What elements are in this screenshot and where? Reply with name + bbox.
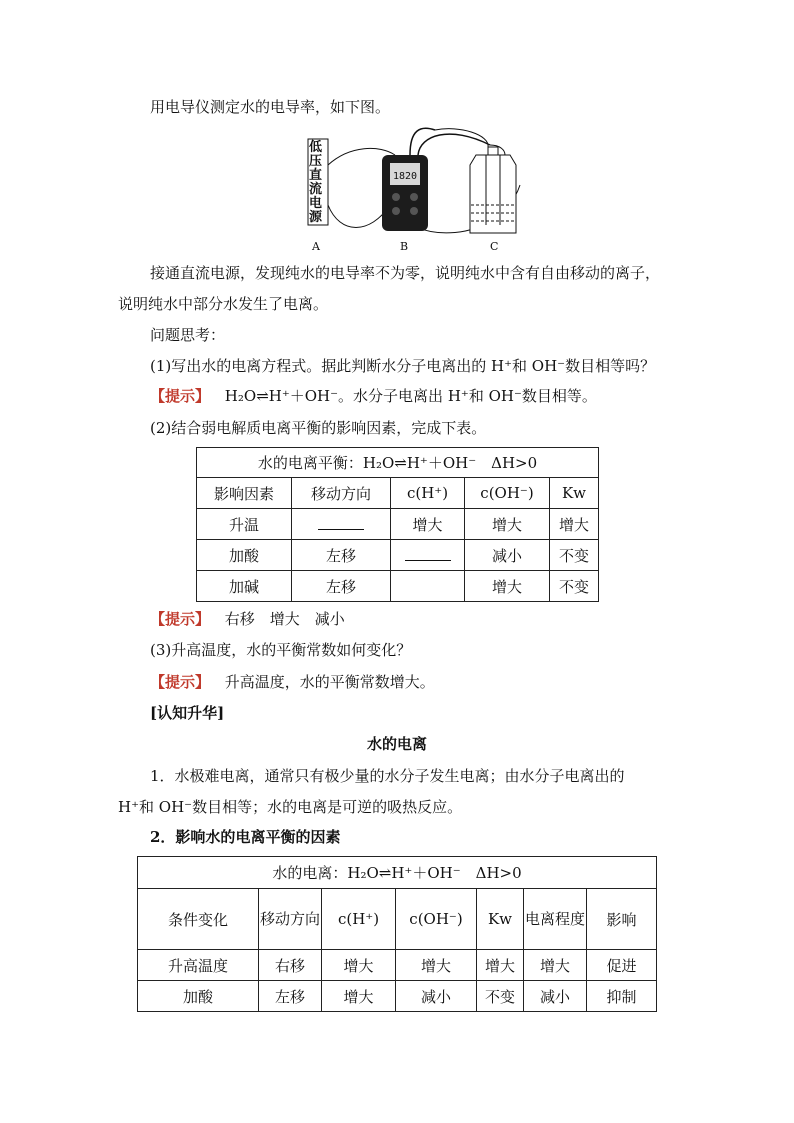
question-1: (1)写出水的电离方程式。据此判断水分子电离出的 H⁺和 OH⁻数目相等吗？: [150, 357, 656, 375]
table-cell: 增大: [391, 509, 465, 540]
table-cell: 增大: [465, 509, 550, 540]
table-cell: 增大: [524, 950, 587, 981]
section-label: [认知升华]: [150, 704, 225, 722]
table-cell: 不变: [550, 571, 599, 602]
table-header: 影响: [587, 889, 657, 950]
table-cell: 减小: [524, 981, 587, 1012]
question-2: (2)结合弱电解质电离平衡的影响因素，完成下表。: [150, 419, 487, 437]
table-cell: 增大: [550, 509, 599, 540]
paragraph-1-line-2: 说明纯水中部分水发生了电离。: [118, 295, 329, 313]
question-3: (3)升高温度，水的平衡常数如何变化？: [150, 641, 412, 659]
hint-1: [150, 386, 597, 406]
table-cell: [391, 571, 465, 602]
table-cell: 右移: [259, 950, 322, 981]
point-1-line-2: H⁺和 OH⁻数目相等；水的电离是可逆的吸热反应。: [118, 798, 463, 816]
hint-label: 【提示】: [150, 610, 211, 628]
table-cell: 增大: [465, 571, 550, 602]
table-cell: 左移: [292, 571, 391, 602]
power-supply-label: 低压直流电源: [309, 140, 323, 225]
conductivity-apparatus-figure: [300, 125, 530, 255]
table-water-equilibrium-1: [196, 447, 599, 602]
table-header: Kw: [477, 889, 524, 950]
hint-label: 【提示】: [150, 387, 211, 405]
table-cell: 升高温度: [138, 950, 259, 981]
table-water-equilibrium-2: [137, 856, 657, 1012]
hint-2-text: 右移 增大 减小: [224, 610, 345, 628]
table-cell: 加酸: [197, 540, 292, 571]
table-cell: 不变: [550, 540, 599, 571]
table-cell: 不变: [477, 981, 524, 1012]
table-header: c(OH⁻): [465, 478, 550, 509]
table-header: c(H⁺): [391, 478, 465, 509]
table-header: 条件变化: [138, 889, 259, 950]
table-cell: 促进: [587, 950, 657, 981]
table-cell: 减小: [465, 540, 550, 571]
table-header: Kw: [550, 478, 599, 509]
table-cell: 增大: [322, 950, 396, 981]
figure-label-a: A: [312, 240, 320, 253]
table-header: 移动方向: [259, 889, 322, 950]
table-cell-blank: [391, 540, 465, 571]
table-cell: 增大: [396, 950, 477, 981]
hint-1-text: H₂O⇌H⁺＋OH⁻。水分子电离出 H⁺和 OH⁻数目相等。: [224, 387, 597, 405]
hint-3: [150, 672, 435, 692]
hint-label: 【提示】: [150, 673, 211, 691]
table-cell: 左移: [292, 540, 391, 571]
table-cell: 升温: [197, 509, 292, 540]
figure-label-c: C: [490, 240, 499, 253]
hint-3-text: 升高温度，水的平衡常数增大。: [224, 673, 435, 691]
table-header: 影响因素: [197, 478, 292, 509]
table-header: c(H⁺): [322, 889, 396, 950]
table-header: c(OH⁻): [396, 889, 477, 950]
table-2-title: 水的电离：H₂O⇌H⁺＋OH⁻ ΔH>0: [138, 857, 657, 889]
paragraph-1-line-1: 接通直流电源，发现纯水的电导率不为零，说明纯水中含有自由移动的离子，: [150, 264, 661, 282]
figure-label-b: B: [400, 240, 409, 253]
table-cell: 加酸: [138, 981, 259, 1012]
question-heading: 问题思考：: [150, 326, 226, 344]
table-cell: 加碱: [197, 571, 292, 602]
table-cell: 抑制: [587, 981, 657, 1012]
table-cell: 减小: [396, 981, 477, 1012]
intro-text: 用电导仪测定水的电导率，如下图。: [150, 98, 391, 116]
table-cell-blank: [292, 509, 391, 540]
point-2: 2．影响水的电离平衡的因素: [150, 828, 341, 846]
table-cell: 左移: [259, 981, 322, 1012]
svg-text:1820: 1820: [392, 171, 418, 182]
section-title: 水的电离: [367, 735, 428, 753]
table-header: 电离程度: [524, 889, 587, 950]
table-cell: 增大: [322, 981, 396, 1012]
table-1-title: 水的电离平衡：H₂O⇌H⁺＋OH⁻ ΔH>0: [197, 448, 599, 478]
table-header: 移动方向: [292, 478, 391, 509]
table-cell: 增大: [477, 950, 524, 981]
point-1-line-1: 1．水极难电离，通常只有极少量的水分子发生电离；由水分子电离出的: [150, 767, 625, 785]
hint-2: [150, 609, 345, 629]
